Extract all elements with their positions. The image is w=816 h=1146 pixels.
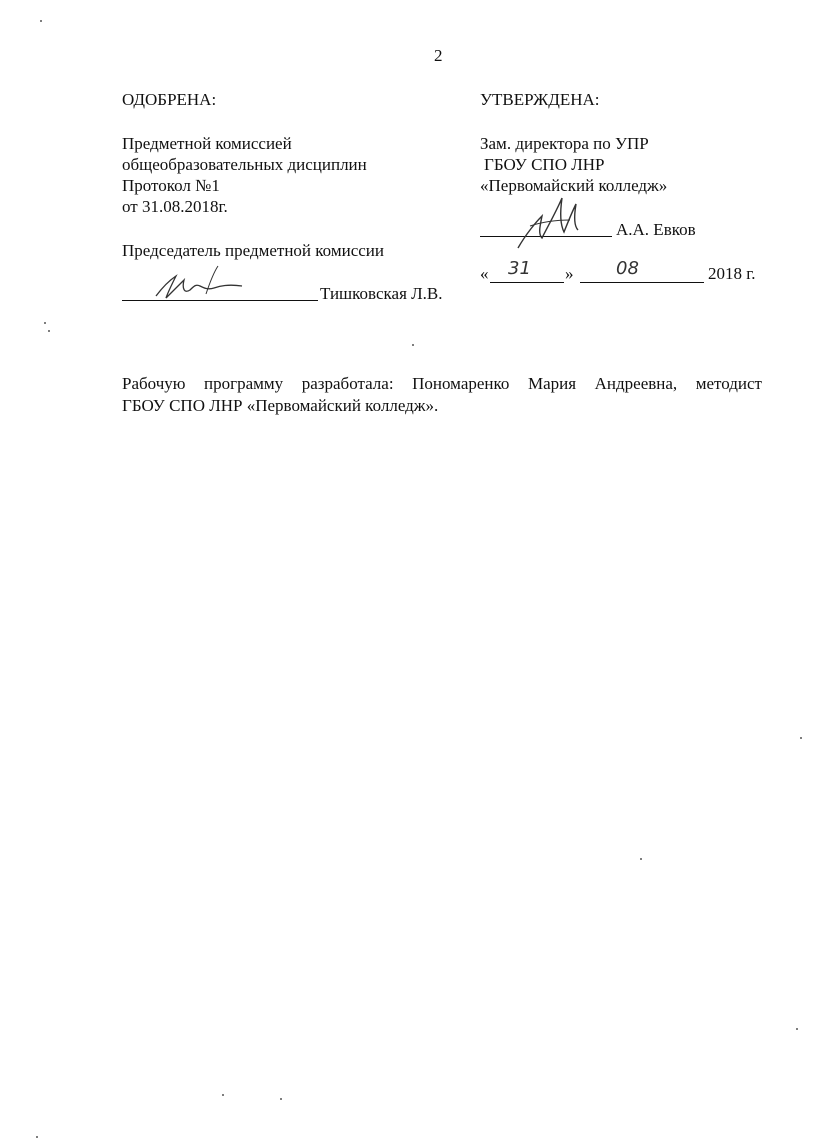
scan-speck — [800, 737, 802, 739]
scan-speck — [796, 1028, 798, 1030]
scan-speck — [640, 858, 642, 860]
date-quote-open: « — [480, 264, 489, 283]
confirmed-line-1: Зам. директора по УПР — [480, 134, 649, 153]
scan-speck — [280, 1098, 282, 1100]
approved-line-1: Предметной комиссией — [122, 134, 292, 153]
confirmed-line-3: «Первомайский колледж» — [480, 176, 668, 195]
chair-name: Тишковская Л.В. — [320, 284, 443, 303]
approved-line-4: от 31.08.2018г. — [122, 197, 228, 216]
confirmed-line-2: ГБОУ СПО ЛНР — [484, 155, 605, 174]
date-day-line — [490, 282, 564, 283]
director-name: А.А. Евков — [616, 220, 696, 239]
chair-signature — [148, 262, 248, 304]
date-year: 2018 г. — [708, 264, 756, 283]
date-month-line — [580, 282, 704, 283]
confirmed-heading: УТВЕРЖДЕНА: — [480, 90, 600, 109]
developer-paragraph — [122, 373, 762, 417]
scan-speck — [412, 344, 414, 346]
date-month: 08 — [616, 258, 639, 279]
director-signature — [512, 186, 592, 256]
page-number: 2 — [434, 46, 443, 65]
scan-speck — [44, 322, 46, 324]
scan-speck — [40, 20, 42, 22]
developer-line-1: Рабочую программу разработала: Пономаренко Мария Андреевна, методист — [122, 374, 762, 393]
scan-speck — [48, 330, 50, 332]
date-quote-close: » — [565, 264, 574, 283]
scan-speck — [222, 1094, 224, 1096]
chair-label: Председатель предметной комиссии — [122, 241, 384, 260]
approved-line-3: Протокол №1 — [122, 176, 220, 195]
developer-line-2: ГБОУ СПО ЛНР «Первомайский колледж». — [122, 396, 439, 415]
approved-heading: ОДОБРЕНА: — [122, 90, 217, 109]
approved-line-2: общеобразовательных дисциплин — [122, 155, 367, 174]
scan-speck — [36, 1136, 38, 1138]
date-day: 31 — [508, 258, 531, 279]
